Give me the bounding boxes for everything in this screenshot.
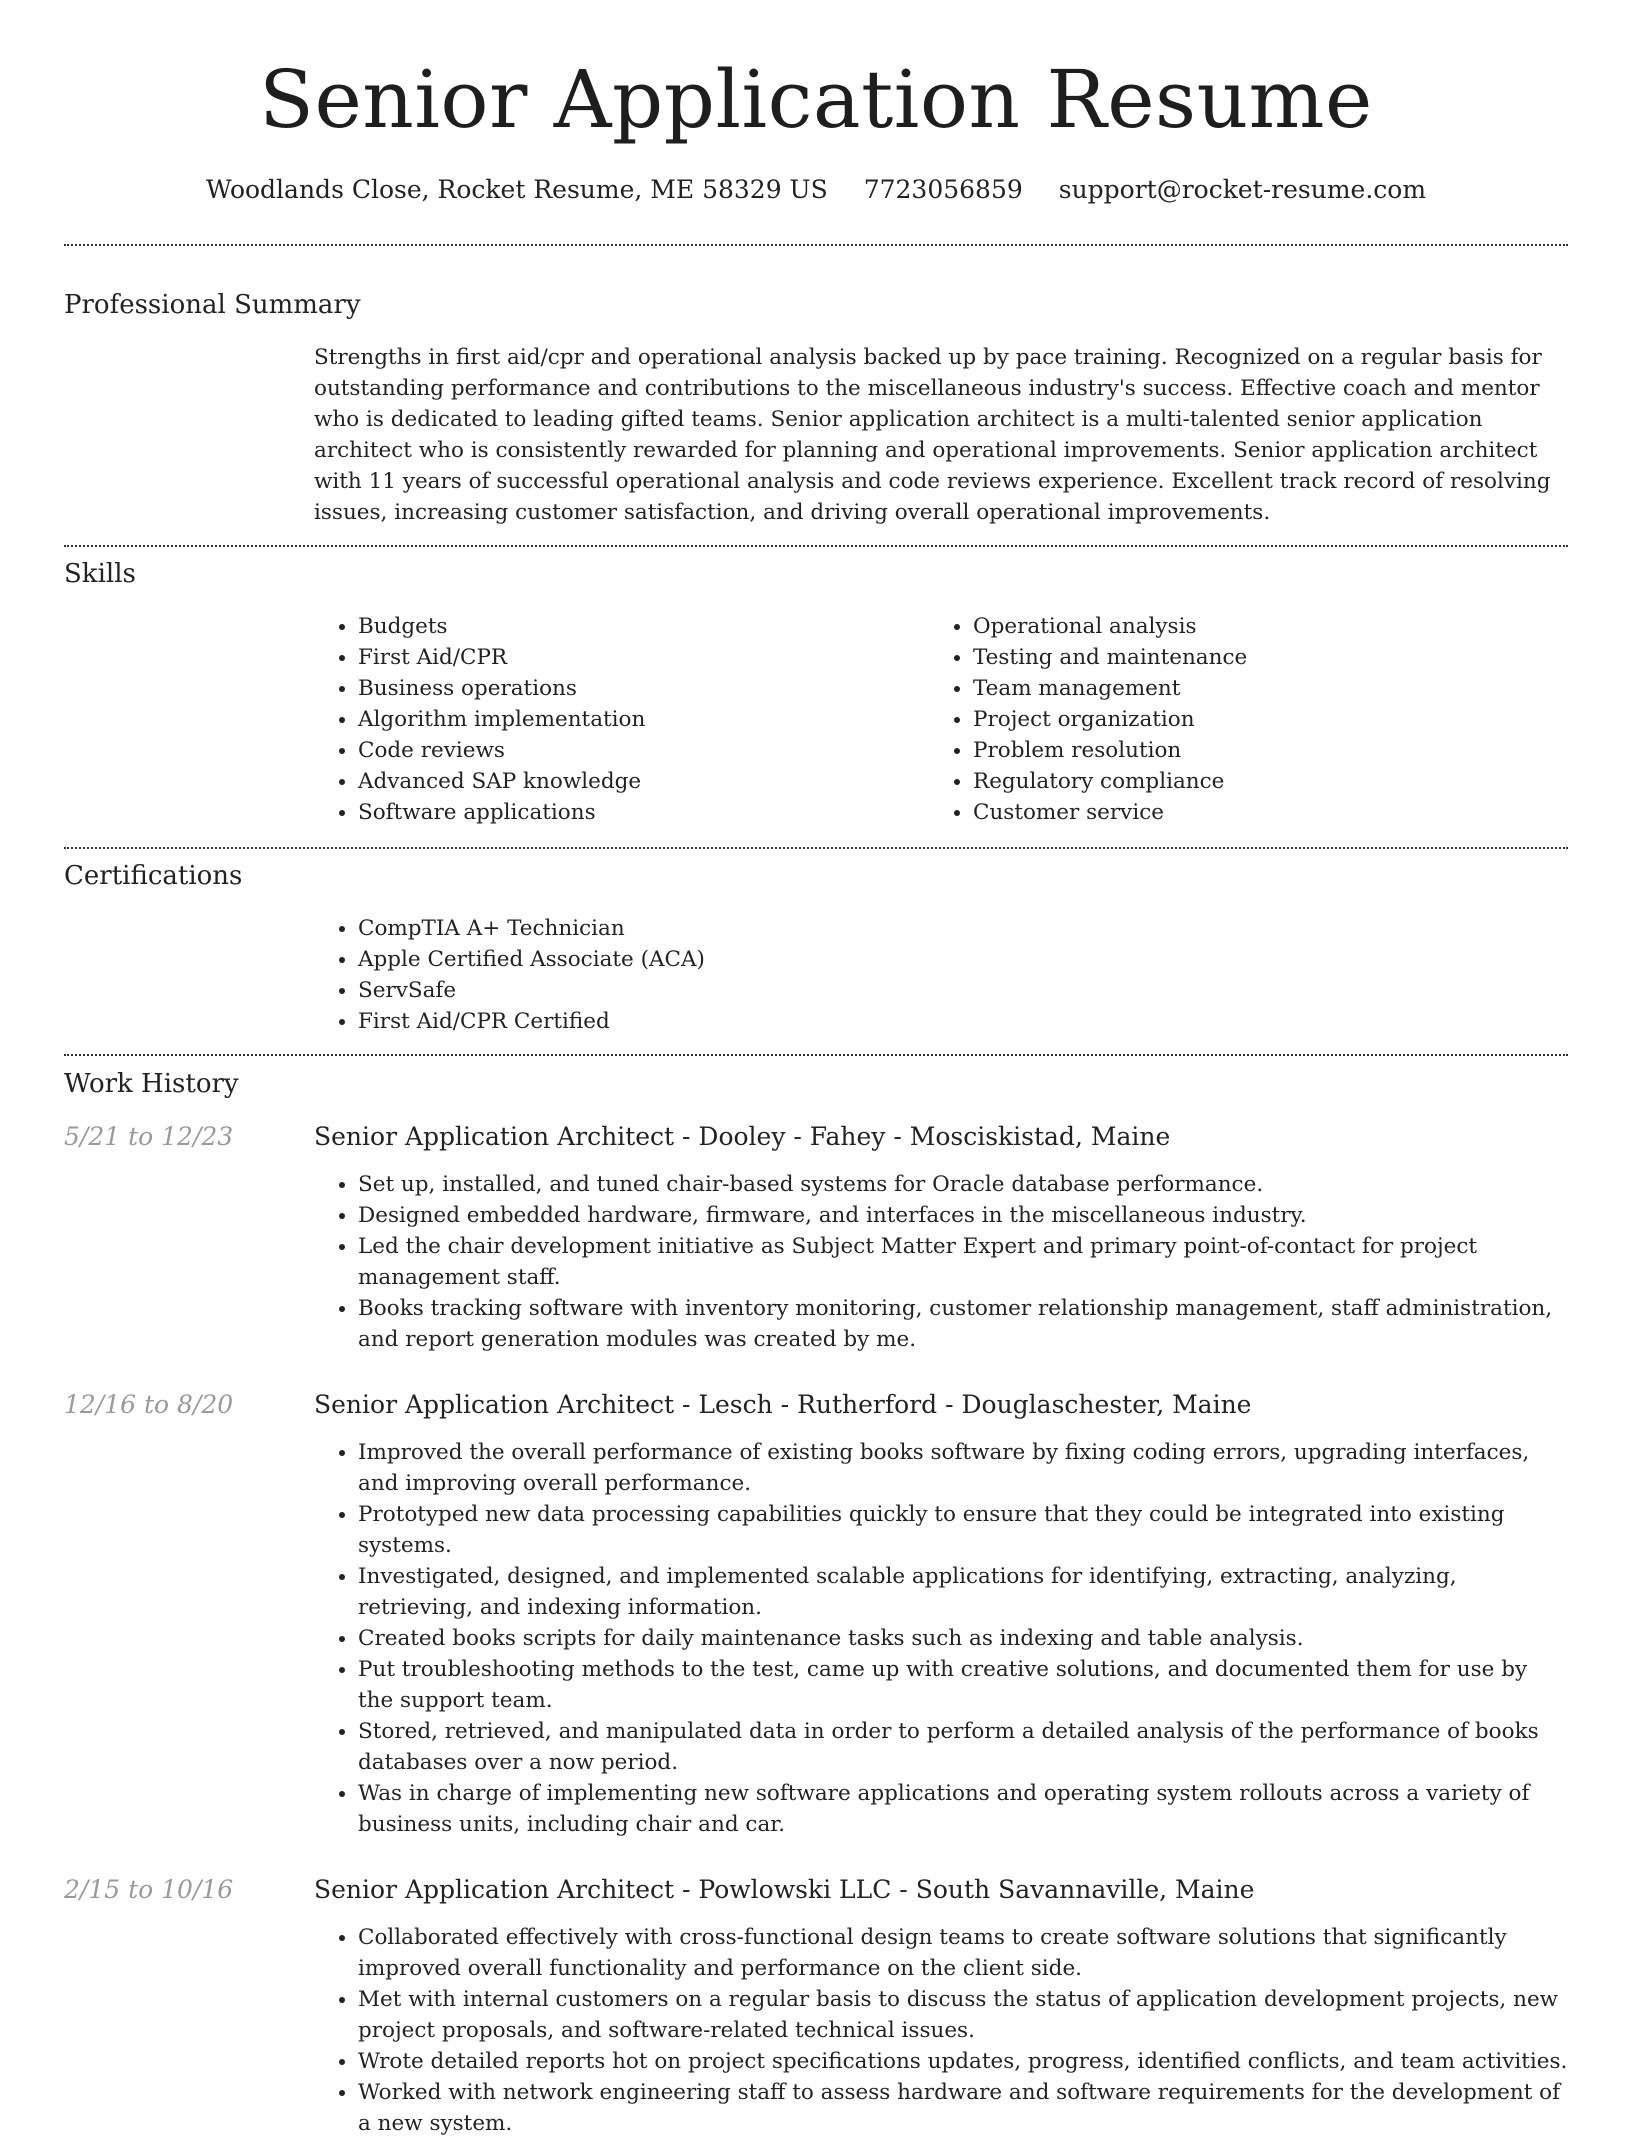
job-bullet-list (314, 1437, 1568, 1840)
skill-item: • Algorithm implementation (358, 704, 929, 735)
skill-item: • Regulatory compliance (973, 766, 1544, 797)
job-bullet-list (314, 1922, 1568, 2139)
summary-title: Professional Summary (64, 290, 361, 320)
summary-text: Strengths in first aid/cpr and operational analysis backed up by pace training. Recognized on a regular basis for outstanding performance and contributions to the miscellaneous industry's success. Effective coach and mentor who is dedicated to leading gifted teams. Senior application architect is a multi-talented senior application architect who is consistently rewarded for planning and operational improvements. Senior application architect with 11 years of successful operational analysis and code reviews experience. Excellent track record of resolving issues, increasing customer satisfaction, and driving overall operational improvements. (314, 345, 1551, 525)
job-bullet: • Stored, retrieved, and manipulated data in order to perform a detailed analysis of the performance of books databases over a now period. (358, 1716, 1568, 1778)
resume-name: Senior Application Resume (259, 53, 1373, 146)
job-date: 12/16 to 8/20 (64, 1390, 234, 1419)
certifications-content (314, 913, 1568, 1037)
job-header (64, 1874, 1568, 1906)
section-divider (64, 847, 1568, 849)
summary-content (314, 342, 1568, 528)
skill-item: • First Aid/CPR (358, 642, 929, 673)
job-entry (64, 1389, 1568, 1840)
skills-section (64, 557, 1568, 828)
job-bullet: • Improved the overall performance of existing books software by fixing coding errors, upgrading interfaces, and improving overall performance. (358, 1437, 1568, 1499)
skills-title: Skills (64, 559, 136, 589)
job-bullet: • Books tracking software with inventory monitoring, customer relationship management, staff administration, and report generation modules was created by me. (358, 1293, 1568, 1355)
certification-item: • CompTIA A+ Technician (358, 913, 1568, 944)
skill-item: • Team management (973, 673, 1544, 704)
skills-list-right (929, 611, 1544, 828)
job-bullet: • Led the chair development initiative as Subject Matter Expert and primary point-of-contact for project management staff. (358, 1231, 1568, 1293)
job-bullet: • Put troubleshooting methods to the test, came up with creative solutions, and documented them for use by the support team. (358, 1654, 1568, 1716)
skill-item: • Operational analysis (973, 611, 1544, 642)
work-history-section (64, 1067, 1568, 2139)
job-bullet-list (314, 1169, 1568, 1355)
skills-list-left (314, 611, 929, 828)
job-title: Senior Application Architect - Lesch - Rutherford - Douglaschester, Maine (314, 1390, 1252, 1419)
job-bullet: • Set up, installed, and tuned chair-based systems for Oracle database performance. (358, 1169, 1568, 1200)
certifications-section (64, 859, 1568, 1037)
skill-item: • Customer service (973, 797, 1544, 828)
job-bullet: • Wrote detailed reports hot on project specifications updates, progress, identified conflicts, and team activities. (358, 2046, 1568, 2077)
job-header (64, 1121, 1568, 1153)
skill-item: • Project organization (973, 704, 1544, 735)
contact-address: Woodlands Close, Rocket Resume, ME 58329 US (205, 175, 828, 204)
work-history-title: Work History (64, 1069, 239, 1099)
job-bullet: • Collaborated effectively with cross-functional design teams to create software solutions that significantly improved overall functionality and performance on the client side. (358, 1922, 1568, 1984)
contact-line (64, 174, 1568, 206)
job-bullet: • Prototyped new data processing capabilities quickly to ensure that they could be integrated into existing systems. (358, 1499, 1568, 1561)
job-entry (64, 1121, 1568, 1355)
contact-phone: 7723056859 (863, 175, 1023, 204)
job-title: Senior Application Architect - Dooley - Fahey - Mosciskistad, Maine (314, 1122, 1171, 1151)
contact-email[interactable]: support@rocket-resume.com (1058, 175, 1427, 204)
section-divider (64, 545, 1568, 547)
job-list (64, 1121, 1568, 2139)
job-header (64, 1389, 1568, 1421)
job-bullet: • Investigated, designed, and implemented scalable applications for identifying, extracting, analyzing, retrieving, and indexing information. (358, 1561, 1568, 1623)
certifications-list (314, 913, 1568, 1037)
job-bullet: • Worked with network engineering staff to assess hardware and software requirements for the development of a new system. (358, 2077, 1568, 2139)
certification-item: • Apple Certified Associate (ACA) (358, 944, 1568, 975)
skill-item: • Testing and maintenance (973, 642, 1544, 673)
skill-item: • Software applications (358, 797, 929, 828)
job-title: Senior Application Architect - Powlowski LLC - South Savannaville, Maine (314, 1875, 1255, 1904)
certifications-title: Certifications (64, 861, 243, 891)
skill-item: • Advanced SAP knowledge (358, 766, 929, 797)
job-date: 5/21 to 12/23 (64, 1122, 234, 1151)
job-bullet: • Created books scripts for daily maintenance tasks such as indexing and table analysis. (358, 1623, 1568, 1654)
skill-item: • Problem resolution (973, 735, 1544, 766)
skills-columns (314, 611, 1568, 828)
summary-section (64, 288, 1568, 528)
certification-item: • ServSafe (358, 975, 1568, 1006)
section-divider (64, 244, 1568, 246)
job-entry (64, 1874, 1568, 2139)
skill-item: • Budgets (358, 611, 929, 642)
section-divider (64, 1054, 1568, 1056)
job-bullet: • Designed embedded hardware, firmware, and interfaces in the miscellaneous industry. (358, 1200, 1568, 1231)
resume-page (64, 0, 1568, 2139)
certification-item: • First Aid/CPR Certified (358, 1006, 1568, 1037)
job-date: 2/15 to 10/16 (64, 1875, 234, 1904)
job-bullet: • Met with internal customers on a regular basis to discuss the status of application development projects, new project proposals, and software-related technical issues. (358, 1984, 1568, 2046)
job-bullet: • Was in charge of implementing new software applications and operating system rollouts across a variety of business units, including chair and car. (358, 1778, 1568, 1840)
skill-item: • Business operations (358, 673, 929, 704)
skill-item: • Code reviews (358, 735, 929, 766)
